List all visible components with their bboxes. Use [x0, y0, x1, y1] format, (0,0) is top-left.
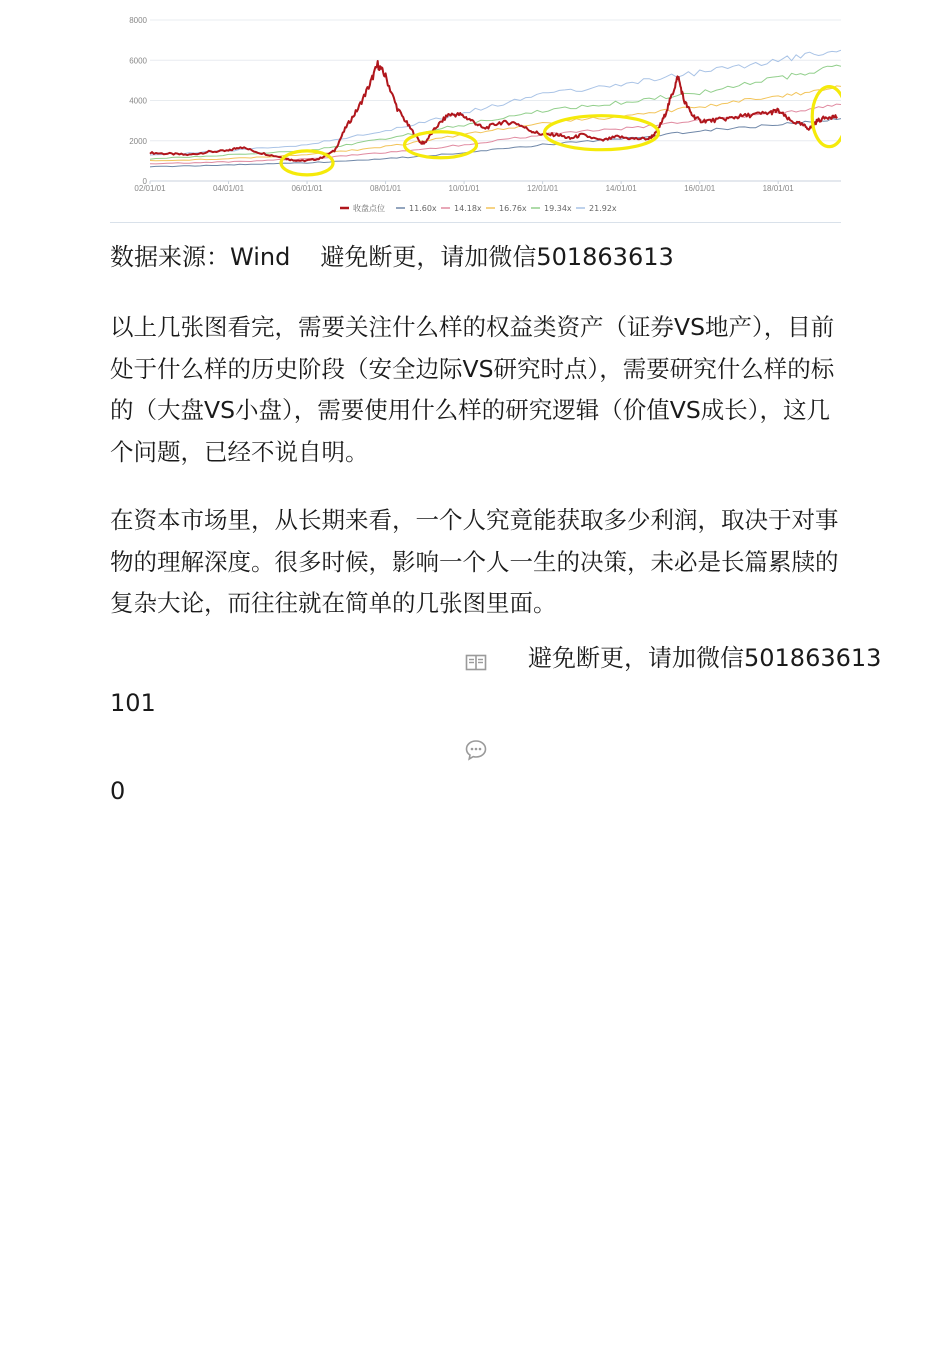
x-tick-label: 18/01/01 [762, 184, 794, 193]
chart-container [110, 0, 841, 223]
series-line-close [150, 61, 837, 161]
x-tick-label: 08/01/01 [369, 184, 402, 193]
x-tick-label: 04/01/01 [212, 184, 245, 193]
legend-label: 21.92x [589, 204, 617, 213]
x-tick-label: 12/01/01 [527, 184, 559, 193]
wechat-note: 避免断更，请加微信501863613 [320, 243, 674, 271]
read-icon [464, 650, 488, 674]
legend-label: 14.18x [454, 204, 482, 213]
pe-band-chart [110, 0, 841, 222]
y-tick-label: 6000 [129, 56, 147, 66]
y-tick-label: 0 [142, 177, 147, 186]
x-tick-label: 06/01/01 [291, 184, 323, 193]
read-count: 101 [110, 689, 156, 717]
series-line-pe-band [150, 86, 841, 161]
series-line-pe-band [150, 65, 841, 159]
source-line [110, 240, 674, 274]
y-tick-label: 4000 [129, 96, 147, 106]
footer-wechat-note: 避免断更，请加微信501863613 [528, 644, 882, 672]
article-paragraph-1: 以上几张图看完，需要关注什么样的权益类资产（证券VS地产），目前处于什么样的历史阶段（安全边际VS研究时点），需要研究什么样的标的（大盘VS小盘），需要使用什么样的研究逻辑（价值VS成长），这几个问题，已经不说自明。 [110, 313, 835, 466]
article-paragraph-2: 在资本市场里，从长期来看，一个人究竟能获取多少利润，取决于对事物的理解深度。很多时候，影响一个人一生的决策，未必是长篇累牍的复杂大论，而往往就在简单的几张图里面。 [110, 506, 839, 617]
legend-label: 16.76x [499, 204, 527, 213]
y-tick-label: 8000 [129, 16, 147, 25]
comment-icon[interactable] [464, 738, 488, 762]
legend-label: 19.34x [544, 204, 572, 213]
x-tick-label: 02/01/01 [134, 184, 166, 193]
x-tick-label: 16/01/01 [684, 184, 716, 193]
y-tick-label: 2000 [129, 136, 147, 146]
series-line-pe-band [150, 104, 841, 164]
comment-count: 0 [110, 777, 126, 805]
series-line-pe-band [150, 50, 841, 155]
legend-label: 11.60x [409, 204, 437, 213]
x-tick-label: 14/01/01 [605, 184, 637, 193]
source-label: 数据来源：Wind [110, 243, 291, 271]
legend-label: 收盘点位 [353, 204, 385, 213]
x-tick-label: 10/01/01 [448, 184, 480, 193]
